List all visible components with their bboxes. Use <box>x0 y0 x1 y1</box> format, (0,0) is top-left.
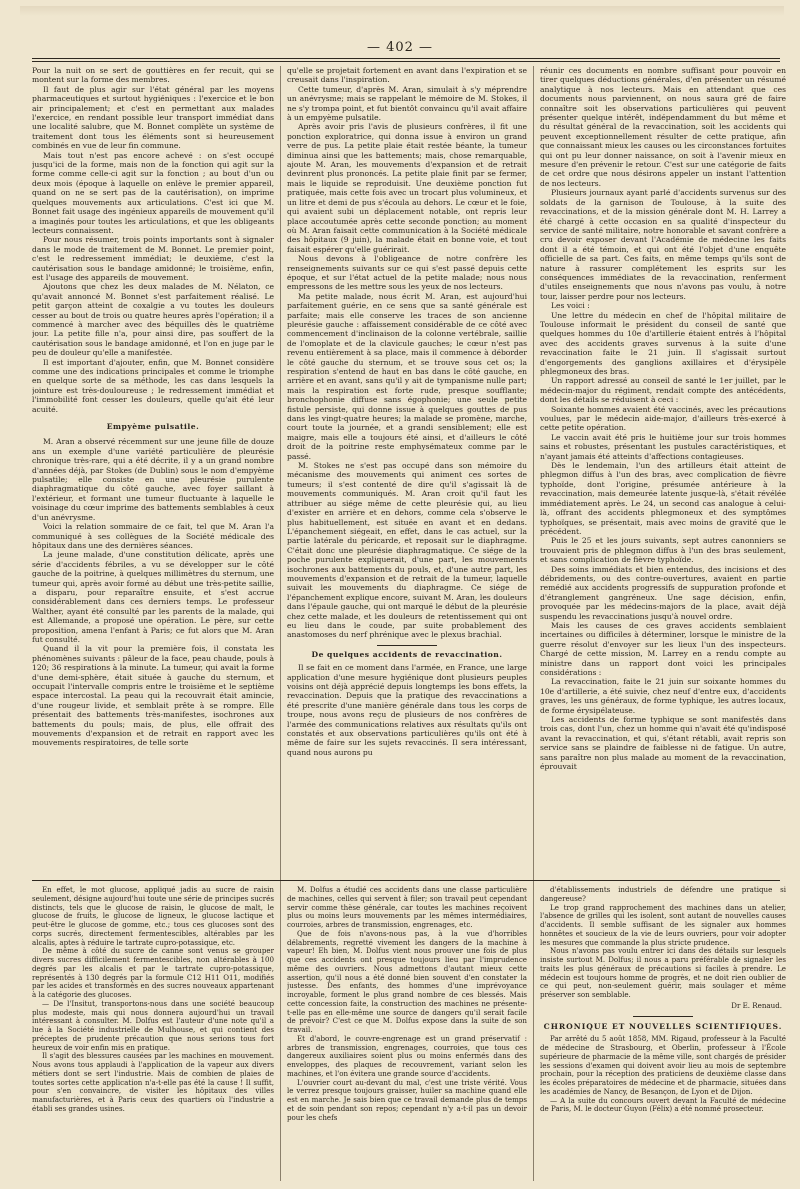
paragraph: Nous devons à l'obligeance de notre confrère les renseignements suivants sur ce qui s'est passé depuis cette époque, et sur l'état actuel de la petite malade; nous nous empressons de les mettre sous les yeux de nos lecteurs. <box>287 254 527 292</box>
column-divider <box>280 66 281 1181</box>
paragraph: Nous n'avons pas voulu entrer ici dans des détails sur lesquels insiste surtout M. Dolfus; il nous a paru préférable de signaler les traits les plus généraux de précautions si faciles à prendre. Le médecin est toujours homme de progrès, et ne doit rien oublier de ce qui peut, non-seulement guérir, mais soulager et même préserver son semblable. <box>540 946 786 999</box>
paragraph: Voici la relation sommaire de ce fait, tel que M. Aran l'a communiqué à ses collègues de la Société médicale des hôpitaux dans une des dernières séances. <box>32 522 274 550</box>
author-signature: Dr E. Renaud. <box>731 1000 782 1010</box>
paragraph: Il se fait en ce moment dans l'armée, en France, une large application d'une mesure hygiénique dont plusieurs peuples voisins ont déjà apprécié depuis longtemps les bons effets, la revaccination. Depuis que la pratique des revaccinations a été prescrite d'une manière générale dans tous les corps de troupe, nous avons reçu de plusieurs de nos confrères de l'armée des communications relatives aux résultats qu'ils ont constatés et aux observations particulières qu'ils ont été à même de faire sur les sujets revaccinés. Il sera intéressant, quand nous aurons pu <box>287 663 527 757</box>
section-heading: Empyème pulsatile. <box>106 422 200 432</box>
paragraph: Que de fois n'avons-nous pas, à la vue d'horribles délabrements, regretté vivement les dangers de la machine à vapeur! Eh bien, M. Dolfus vient nous prouver une fois de plus que ces accidents ont presque toujours lieu par l'imprudence même des ouvriers. Nous admettons d'autant mieux cette assertion, qu'il nous a été donné bien souvent d'en constater la justesse. Des enfants, des hommes d'une imprévoyance incroyable, forment le plus grand nombre de ces blessés. Mais cette concession faite, la construction des machines ne présente-t-elle pas en elle-même une source de dangers qu'il serait facile de prévoir? C'est ce que M. Dolfus expose dans la suite de son travail. <box>287 928 527 1034</box>
feuilleton-column-2 <box>287 886 527 1186</box>
feuilleton-column-3 <box>540 886 786 1186</box>
feuilleton-rule <box>32 880 780 881</box>
column-3 <box>540 66 786 876</box>
paragraph: La jeune malade, d'une constitution délicate, après une série d'accidents fébriles, a vu se développer sur le côté gauche de la poitrine, à quelques millimètres du sternum, une tumeur qui, après avoir formé au début une très-petite saillie, a disparu, pour reparaître ensuite, et s'est accrue considérablement dans ces derniers temps. Le professeur Walther, ayant été consulté par les parents de la malade, qui est Allemande, a proposé une opération. Le père, sur cette proposition, amena l'enfant à Paris; ce fut alors que M. Aran fut consulté. <box>32 550 274 644</box>
paragraph: Après avoir pris l'avis de plusieurs confrères, il fit une ponction exploratrice, qui donna issue à environ un grand verre de pus. La petite plaie était restée béante, la tumeur diminua ainsi que les battements; mais, chose remarquable, ajoute M. Aran, les mouvements d'expansion et de retrait devinrent plus prononcés. La petite plaie finit par se fermer, mais le liquide se reproduisit. Une deuxième ponction fut pratiquée, mais cette fois avec un trocart plus volumineux, et un litre et demi de pus s'écoula au dehors. Le cœur et le foie, qui avaient subi un déplacement notable, ont repris leur place accoutumée après cette seconde ponction; au moment où M. Aran faisait cette communication à la Société médicale des hôpitaux (9 juin), la malade était en bonne voie, et tout faisait espérer qu'elle guérirait. <box>287 122 527 254</box>
column-divider <box>533 66 534 1181</box>
paragraph: Pour nous résumer, trois points importants sont à signaler dans le mode de traitement de M. Bonnet. Le premier point, c'est le redressement immédiat; le deuxième, c'est la cautérisation sous le bandage amidonné; le troisième, enfin, est l'usage des appareils de mouvement. <box>32 235 274 282</box>
paragraph: Il faut de plus agir sur l'état général par les moyens pharmaceutiques et surtout hygiéniques : l'exercice et le bon air principalement; et c'est en permettant aux malades l'exercice, en rendant possible leur transport immédiat dans une localité salubre, que M. Bonnet complète un système de traitement dont tous les éléments sont si heureusement combinés en vue de leur fin commune. <box>32 84 274 151</box>
paragraph: Plusieurs journaux ayant parlé d'accidents survenus sur des soldats de la garnison de Toulouse, à la suite des revaccinations, et de la mission générale dont M. H. Larrey a été chargé à cette occasion en sa qualité d'inspecteur du service de santé militaire, notre honorable et savant confrère a cru devoir exposer devant l'Académie de médecine les faits dont il a été témoin, et qui ont été l'objet d'une enquête officielle de sa part. Ces faits, en même temps qu'ils sont de nature à rassurer complétement les esprits sur les conséquences immédiates de la revaccination, renferment d'utiles enseignements que nous n'avons pas voulu, à notre tour, laisser perdre pour nos lecteurs. <box>540 188 786 301</box>
paragraph: Soixante hommes avaient été vaccinés, avec les précautions voulues, par le médecin aide-major, d'ailleurs très-exercé à cette petite opération. <box>540 404 786 433</box>
section-heading: CHRONIQUE ET NOUVELLES SCIENTIFIQUES. <box>543 1021 783 1031</box>
paragraph: Et d'abord, le couvre-engrenage est un grand préservatif : arbres de transmission, engrenages, courroies, que tous ces dangereux auxiliaires soient plus ou moins enfermés dans des enveloppes, des plaques de recouvrement, variant selon les machines, et l'on évitera une grande source d'accidents. <box>287 1033 527 1078</box>
paragraph: Il est important d'ajouter, enfin, que M. Bonnet considère comme une des indications principales et comme le triomphe en quelque sorte de sa méthode, les cas dans lesquels la jointure est très-douloureuse ; le redressement immédiat et l'immobilité font cesser les douleurs, quelle qu'ait été leur acuité. <box>32 357 274 414</box>
paragraph: Le vaccin avait été pris le huitième jour sur trois hommes sains et robustes, présentant les pustules caractéristiques, et n'ayant jamais été atteints d'affections contagieuses. <box>540 432 786 461</box>
paragraph: Pour la nuit on se sert de gouttières en fer recuit, qui se montent sur la forme des membres. <box>32 66 274 85</box>
paragraph: Des soins immédiats et bien entendus, des incisions et des débridements, ou des contre-ouvertures, avaient en partie remédié aux accidents progressifs de suppuration profonde et d'étranglement gangréneux. Une sage décision, enfin, provoquée par les médecins-majors de la place, avait déjà suspendu les revaccinations jusqu'à nouvel ordre. <box>540 564 786 621</box>
paragraph: Une lettre du médecin en chef de l'hôpital militaire de Toulouse informait le président du conseil de santé que quelques hommes du 10e d'artillerie étaient entrés à l'hôpital avec des accidents graves survenus à la suite d'une revaccination faite le 21 juin. Il s'agissait surtout d'engorgements des ganglions axillaires et d'érysipèle phlegmoneux des bras. <box>540 310 786 376</box>
paragraph: — A la suite du concours ouvert devant la Faculté de médecine de Paris, M. le docteur Guyon (Félix) a été nommé prosecteur. <box>540 1095 786 1114</box>
page-top-strip <box>20 6 784 16</box>
feuilleton-column-1 <box>32 886 274 1186</box>
column-1 <box>32 66 274 876</box>
paragraph: M. Stokes ne s'est pas occupé dans son mémoire du mécanisme des mouvements qui animent ces sortes de tumeurs; il s'est contenté de dire qu'il s'agissait là de mouvements communiqués. M. Aran croit qu'il faut les attribuer au siége même de cette pleurésie qui, au lieu d'exister en arrière et en dehors, comme cela s'observe le plus habituellement, est située en avant et en dedans. L'épanchement siégeait, en effet, dans le cas actuel, sur la partie latérale du péricarde, et reposait sur le diaphragme. C'était donc une pleurésie diaphragmatique. Ce siége de la poche purulente expliquerait, d'une part, les mouvements isochrones aux battements du pouls, et, d'une autre part, les mouvements d'expansion et de retrait de la tumeur, laquelle suivait les mouvements du diaphragme. Ce siége de l'épanchement explique encore, suivant M. Aran, les douleurs dans l'épaule gauche, qui ont marqué le début de la pleurésie chez cette malade, et les douleurs de retentissement qui ont eu lieu dans le coude, par suite probablement des anastomoses du nerf phrénique avec le plexus brachial. <box>287 461 527 640</box>
paragraph: En effet, le mot glucose, appliqué jadis au sucre de raisin seulement, désigne aujourd'hui toute une série de principes sucrés distincts, tels que le glucose de raisin, le glucose de malt, le glucose de fruits, le glucose de ligneux, le glucose lactique et peut-être le glucose de gomme, etc.; tous ces glucoses sont des corps sucrés, directement fermentescibles, altérables par les alcalis, aptes à réduire le tartrate cupro-potassique, etc. <box>32 886 274 947</box>
paragraph: M. Aran a observé récemment sur une jeune fille de douze ans un exemple d'une variété particulière de pleurésie chronique très-rare, qui a été décrite, il y a un grand nombre d'années déjà, par Stokes (de Dublin) sous le nom d'empyème pulsatile; elle consiste en une pleurésie purulente diaphragmatique du côté gauche, avec foyer saillant à l'extérieur, et formant une tumeur fluctuante à laquelle le voisinage du cœur imprime des battements semblables à ceux d'un anévrysme. <box>32 437 274 522</box>
paragraph: Le trop grand rapprochement des machines dans un atelier, l'absence de grilles qui les isolent, sont autant de nouvelles causes d'accidents. Il semble suffisant de les signaler aux hommes honnêtes et soucieux de la vie de leurs ouvriers, pour voir adopter les mesures que commande la plus stricte prudence. <box>540 902 786 947</box>
paragraph: Quand il la vit pour la première fois, il constata les phénomènes suivants : pâleur de la face, peau chaude, pouls à 120; 36 respirations à la minute. La tumeur, qui avait la forme d'une demi-sphère, était située à gauche du sternum, et occupait l'intervalle compris entre le troisième et le septième espace intercostal. La peau qui la recouvrait était amincie, d'une rougeur livide, et semblait prête à se rompre. Elle présentait des battements très-manifestes, isochrones aux battements du pouls; mais, de plus, elle offrait des mouvements d'expansion et de retrait en rapport avec les mouvements respiratoires, de telle sorte <box>32 644 274 748</box>
paragraph: Un rapport adressé au conseil de santé le 1er juillet, par le médecin-major du régiment, rendait compte des antécédents, dont les détails se réduisent à ceci : <box>540 376 786 405</box>
paragraph: qu'elle se projetait fortement en avant dans l'expiration et se creusait dans l'inspiration. <box>287 66 527 85</box>
paragraph: Les voici : <box>551 301 590 311</box>
paragraph: Ajoutons que chez les deux malades de M. Nélaton, ce qu'avait annoncé M. Bonnet s'est parfaitement réalisé. Le petit garçon atteint de coxalgie a vu toutes les douleurs cesser au bout de trois ou quatre heures après l'opération; il a commencé à marcher avec des béquilles dès le quatrième jour. La petite fille n'a, pour ainsi dire, pas souffert de la cautérisation sous le bandage amidonné, et l'on en juge par le peu de douleur qu'elle a manifestée. <box>32 282 274 358</box>
paragraph: d'établissements industriels de défendre une pratique si dangereuse? <box>540 886 786 903</box>
paragraph: La revaccination, faite le 21 juin sur soixante hommes du 10e d'artillerie, a été suivie, chez neuf d'entre eux, d'accidents graves, les uns généraux, de forme typhique, les autres locaux, de forme érysipélateuse. <box>540 677 786 715</box>
paragraph: Il s'agit des blessures causées par les machines en mouvement. Nous avons tous applaudi à l'application de la vapeur aux divers métiers dont se sert l'industrie. Mais de combien de plaies de toutes sortes cette application n'a-t-elle pas été la cause ! Il suffit, pour s'en convaincre, de visiter les hôpitaux des villes manufacturières, et à Paris ceux des quartiers où l'industrie a établi ses grandes usines. <box>32 1051 274 1113</box>
paragraph: Puis le 25 et les jours suivants, sept autres canonniers se trouvaient pris de phlegmon diffus à l'un des bras seulement, et sans complication de fièvre typhoïde. <box>540 536 786 565</box>
header-double-rule <box>32 58 780 62</box>
paragraph: Dès le lendemain, l'un des artilleurs était atteint de phlegmon diffus à l'un des bras, avec complication de fièvre typhoïde, dont l'origine, présumée antérieure à la revaccination, mais demeurée latente jusque-là, s'était révélée immédiatement après. Le 24, un second cas analogue à celui-là, offrant des accidents phlegmoneux et des symptômes typhoïques, se présentait, mais avec moins de gravité que le précédent. <box>540 461 786 536</box>
paragraph: L'ouvrier court au-devant du mal, c'est une triste vérité. Vous le verrez presque toujours graisser, huiler sa machine quand elle est en marche. Je sais bien que ce travail demande plus de temps et de soin pendant son repos; cependant n'y a-t-il pas un devoir pour les chefs <box>287 1077 527 1122</box>
page-number: — 402 — <box>366 40 434 55</box>
paragraph: Mais tout n'est pas encore achevé : on s'est occupé jusqu'ici de la forme, mais non de la fonction qui agit sur la forme comme celle-ci agit sur la fonction ; au bout d'un ou deux mois (époque à laquelle on enlève le premier appareil, quand on ne se sert pas de la cautérisation), on imprime quelques mouvements aux articulations. C'est ici que M. Bonnet fait usage des ingénieux appareils de mouvement qu'il a imaginés pour toutes les articulations, et que les obligeants lecteurs connaissent. <box>32 150 274 235</box>
column-2 <box>287 66 527 876</box>
section-rule <box>377 645 437 646</box>
paragraph: — De l'Insitut, transportons-nous dans une société beaucoup plus modeste, mais qui nous donnera aujourd'hui un travail intéressant à consulter. M. Dolfus est l'auteur d'une note qu'il a lue à la Société industrielle de Mulhouse, et qui contient des préceptes de prudente précaution que nous serions tous fort heureux de voir enfin mis en pratique. <box>32 998 274 1052</box>
paragraph: Les accidents de forme typhique se sont manifestés dans trois cas, dont l'un, chez un homme qui n'avait été qu'indisposé avant la revaccination, et qui, s'étant rétabli, avait repris son service sans se plaindre de faiblesse ni de fatigue. Un autre, sans paraître non plus malade au moment de la revaccination, éprouvait <box>540 715 786 772</box>
paragraph: M. Dolfus a étudié ces accidents dans une classe particulière de machines, celles qui servent à filer; son travail peut cependant servir comme thèse générale, car toutes les machines reçoivent plus ou moins leurs mouvements par les mêmes intermédiaires, courroies, arbres de transmission, engrenages, etc. <box>287 886 527 929</box>
paragraph: Mais les causes de ces graves accidents semblaient incertaines ou difficiles à déterminer, lorsque le ministre de la guerre résolut d'envoyer sur les lieux l'un des inspecteurs. Chargé de cette mission, M. Larrey en a rendu compte au ministre dans un rapport dont voici les principales considérations : <box>540 620 786 677</box>
section-heading: De quelques accidents de revaccination. <box>311 649 503 659</box>
paragraph: réunir ces documents en nombre suffisant pour pouvoir en tirer quelques déductions générales, d'en présenter un résumé analytique à nos lecteurs. Mais en attendant que ces documents nous parviennent, on nous saura gré de faire connaître soit les observations particulières qui peuvent présenter quelque intérêt, indépendamment du but même et du résultat général de la revaccination, soit les accidents qui peuvent exceptionnellement résulter de cette pratique, afin que connaissant mieux les causes ou les circonstances fortuites qui ont pu leur donner naissance, on soit à l'avenir mieux en mesure d'en prévenir le retour. C'est sur une catégorie de faits de cet ordre que nous désirons appeler un instant l'attention de nos lecteurs. <box>540 66 786 188</box>
section-rule <box>633 1016 693 1017</box>
paragraph: Cette tumeur, d'après M. Aran, simulait à s'y méprendre un anévrysme; mais se rappelant le mémoire de M. Stokes, il ne s'y trompa point, et fut bientôt convaincu qu'il avait affaire à un empyème pulsatile. <box>287 84 527 123</box>
paragraph: Ma petite malade, nous écrit M. Aran, est aujourd'hui parfaitement guérie, en ce sens que sa santé générale est parfaite; mais elle conserve les traces de son ancienne pleurésie gauche : affaissement considérable de ce côté avec commencement d'inclinaison de la colonne vertébrale, saillie de l'omoplate et de la clavicule gauches; le cœur n'est pas revenu entièrement à sa place, mais il commence à déborder le côté gauche du sternum, et se trouve sous cet os; la respiration s'entend de haut en bas dans le côté gauche, en arrière et en avant, sans qu'il y ait de tympanisme nulle part; mais la respiration est forte rude, presque soufflante; bronchophonie diffuse sans égophonie; une seule petite fistule persiste, qui donne issue à quelques gouttes de pus dans les vingt-quatre heures; la malade se promène, marche, court toute la journée, et a grandi sensiblement; elle est maigre, mais elle a toujours été ainsi, et d'ailleurs le côté droit de la poitrine reste emphysémateux comme par le passé. <box>287 291 527 461</box>
paragraph: Par arrêté du 5 août 1858, MM. Rigaud, professeur à la Faculté de médecine de Strasbourg, et Oberlin, professeur à l'École supérieure de pharmacie de la même ville, sont chargés de présider les sessions d'examen qui doivent avoir lieu au mois de septembre prochain, pour la réception des praticiens de deuxième classe dans les écoles préparatoires de médecine et de pharmacie, situées dans les académies de Nancy, de Besançon, de Lyon et de Dijon. <box>540 1034 786 1096</box>
paragraph: De même à côté du sucre de canne sont venus se grouper divers sucres difficilement fermentescibles, non altérables à 100 degrés par les alcalis et par le tartrate cupro-potassique, représentés à 130 degrés par la formule C12 H11 O11, modifiés par les acides et transformés en des sucres nouveaux appartenant à la catégorie des glucoses. <box>32 946 274 999</box>
